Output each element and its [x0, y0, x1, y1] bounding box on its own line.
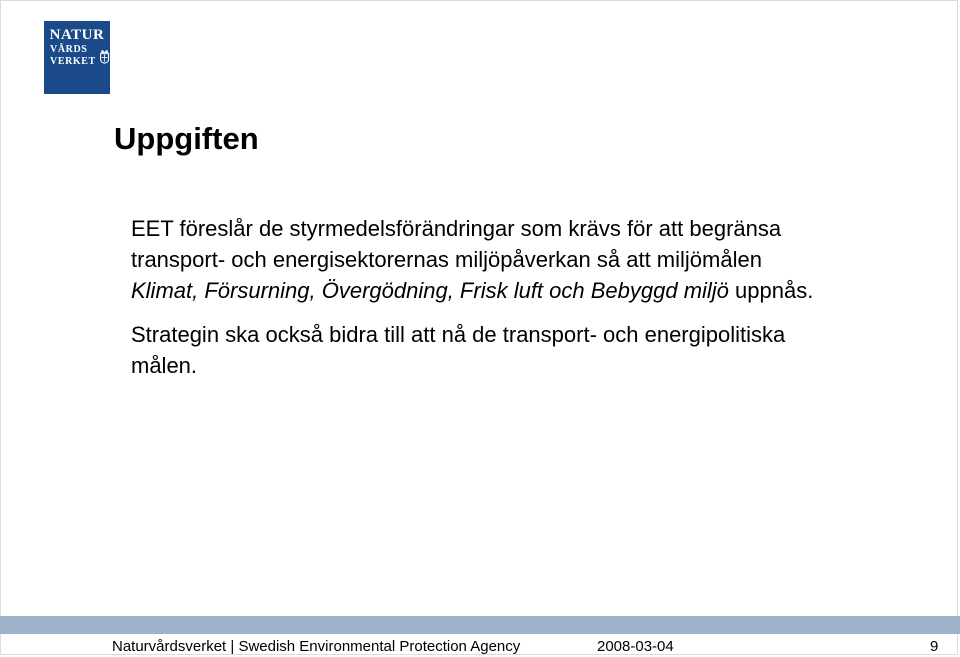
- environmental-goals: Klimat, Försurning, Övergödning, Frisk luft och Bebyggd miljö: [131, 278, 729, 303]
- footer-date: 2008-03-04: [597, 638, 674, 655]
- logo-line-1: NATUR: [49, 27, 105, 43]
- slide-title: Uppgiften: [114, 121, 259, 156]
- logo-words: [50, 44, 96, 68]
- page-number: 9: [930, 638, 939, 655]
- footer: [0, 636, 960, 657]
- paragraph-1-intro: EET föreslår de styrmedelsförändringar som krävs för att begränsa transport- och energisektorernas miljöpåverkan så att miljömålen: [131, 216, 782, 272]
- crown-crest-icon: [99, 46, 110, 66]
- logo-row: [44, 44, 110, 68]
- logo-line-3: VERKET: [50, 56, 96, 67]
- slide-body: [131, 213, 831, 381]
- naturvardsverket-logo: [44, 21, 110, 94]
- logo-line-2: VÅRDS: [50, 44, 88, 55]
- footer-bar: [0, 616, 960, 634]
- paragraph-2: Strategin ska också bidra till att nå de transport- och energipolitiska målen.: [131, 322, 786, 378]
- footer-organization: Naturvårdsverket | Swedish Environmental Protection Agency: [112, 638, 521, 655]
- paragraph-1-outro: uppnås.: [728, 278, 814, 303]
- paragraph-1: [131, 213, 831, 306]
